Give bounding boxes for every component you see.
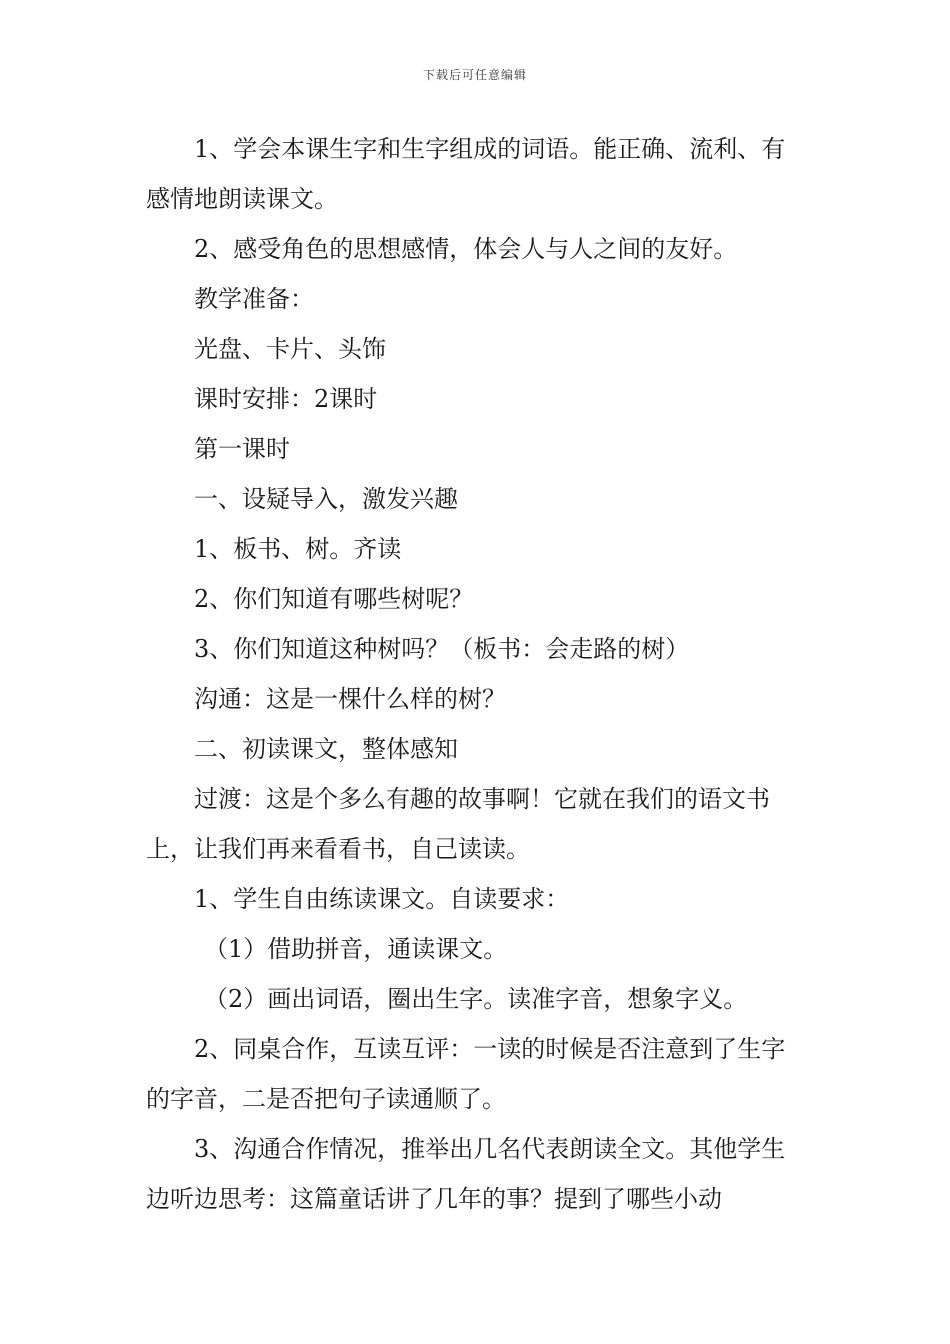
reading-requirement-2: （2）画出词语，圈出生字。读准字音，想象字义。	[204, 985, 748, 1013]
section-1-heading: 一、设疑导入，激发兴趣	[194, 485, 458, 513]
preparation-materials: 光盘、卡片、头饰	[194, 335, 386, 363]
preparation-heading: 教学准备：	[194, 285, 314, 313]
page-header-note: 下载后可任意编辑	[422, 68, 527, 82]
section-1-step-3: 3、你们知道这种树吗？（板书：会走路的树）	[194, 635, 690, 663]
section-2-step-2: 2、同桌合作，互读互评：一读的时候是否注意到了生字的字音，二是否把句子读通顺了。	[146, 1035, 786, 1113]
transition-paragraph: 过渡：这是个多么有趣的故事啊！它就在我们的语文书上，让我们再来看看书，自己读读。	[146, 785, 770, 863]
lesson-title: 第一课时	[194, 435, 290, 463]
document-body	[146, 124, 806, 1224]
section-2-step-1: 1、学生自由练读课文。自读要求：	[194, 885, 570, 913]
schedule: 课时安排：2课时	[194, 385, 378, 413]
section-1-step-1: 1、板书、树。齐读	[194, 535, 402, 563]
reading-requirement-1: （1）借助拼音，通读课文。	[204, 935, 508, 963]
objective-1: 1、学会本课生字和生字组成的词语。能正确、流利、有感情地朗读课文。	[146, 135, 786, 213]
objective-2: 2、感受角色的思想感情，体会人与人之间的友好。	[194, 235, 738, 263]
section-2-step-3: 3、沟通合作情况，推举出几名代表朗读全文。其他学生边听边思考：这篇童话讲了几年的事？提到了哪些小动	[146, 1135, 786, 1213]
section-1-step-2: 2、你们知道有哪些树呢？	[194, 585, 474, 613]
communication-question: 沟通：这是一棵什么样的树？	[194, 685, 506, 713]
section-2-heading: 二、初读课文，整体感知	[194, 735, 458, 763]
